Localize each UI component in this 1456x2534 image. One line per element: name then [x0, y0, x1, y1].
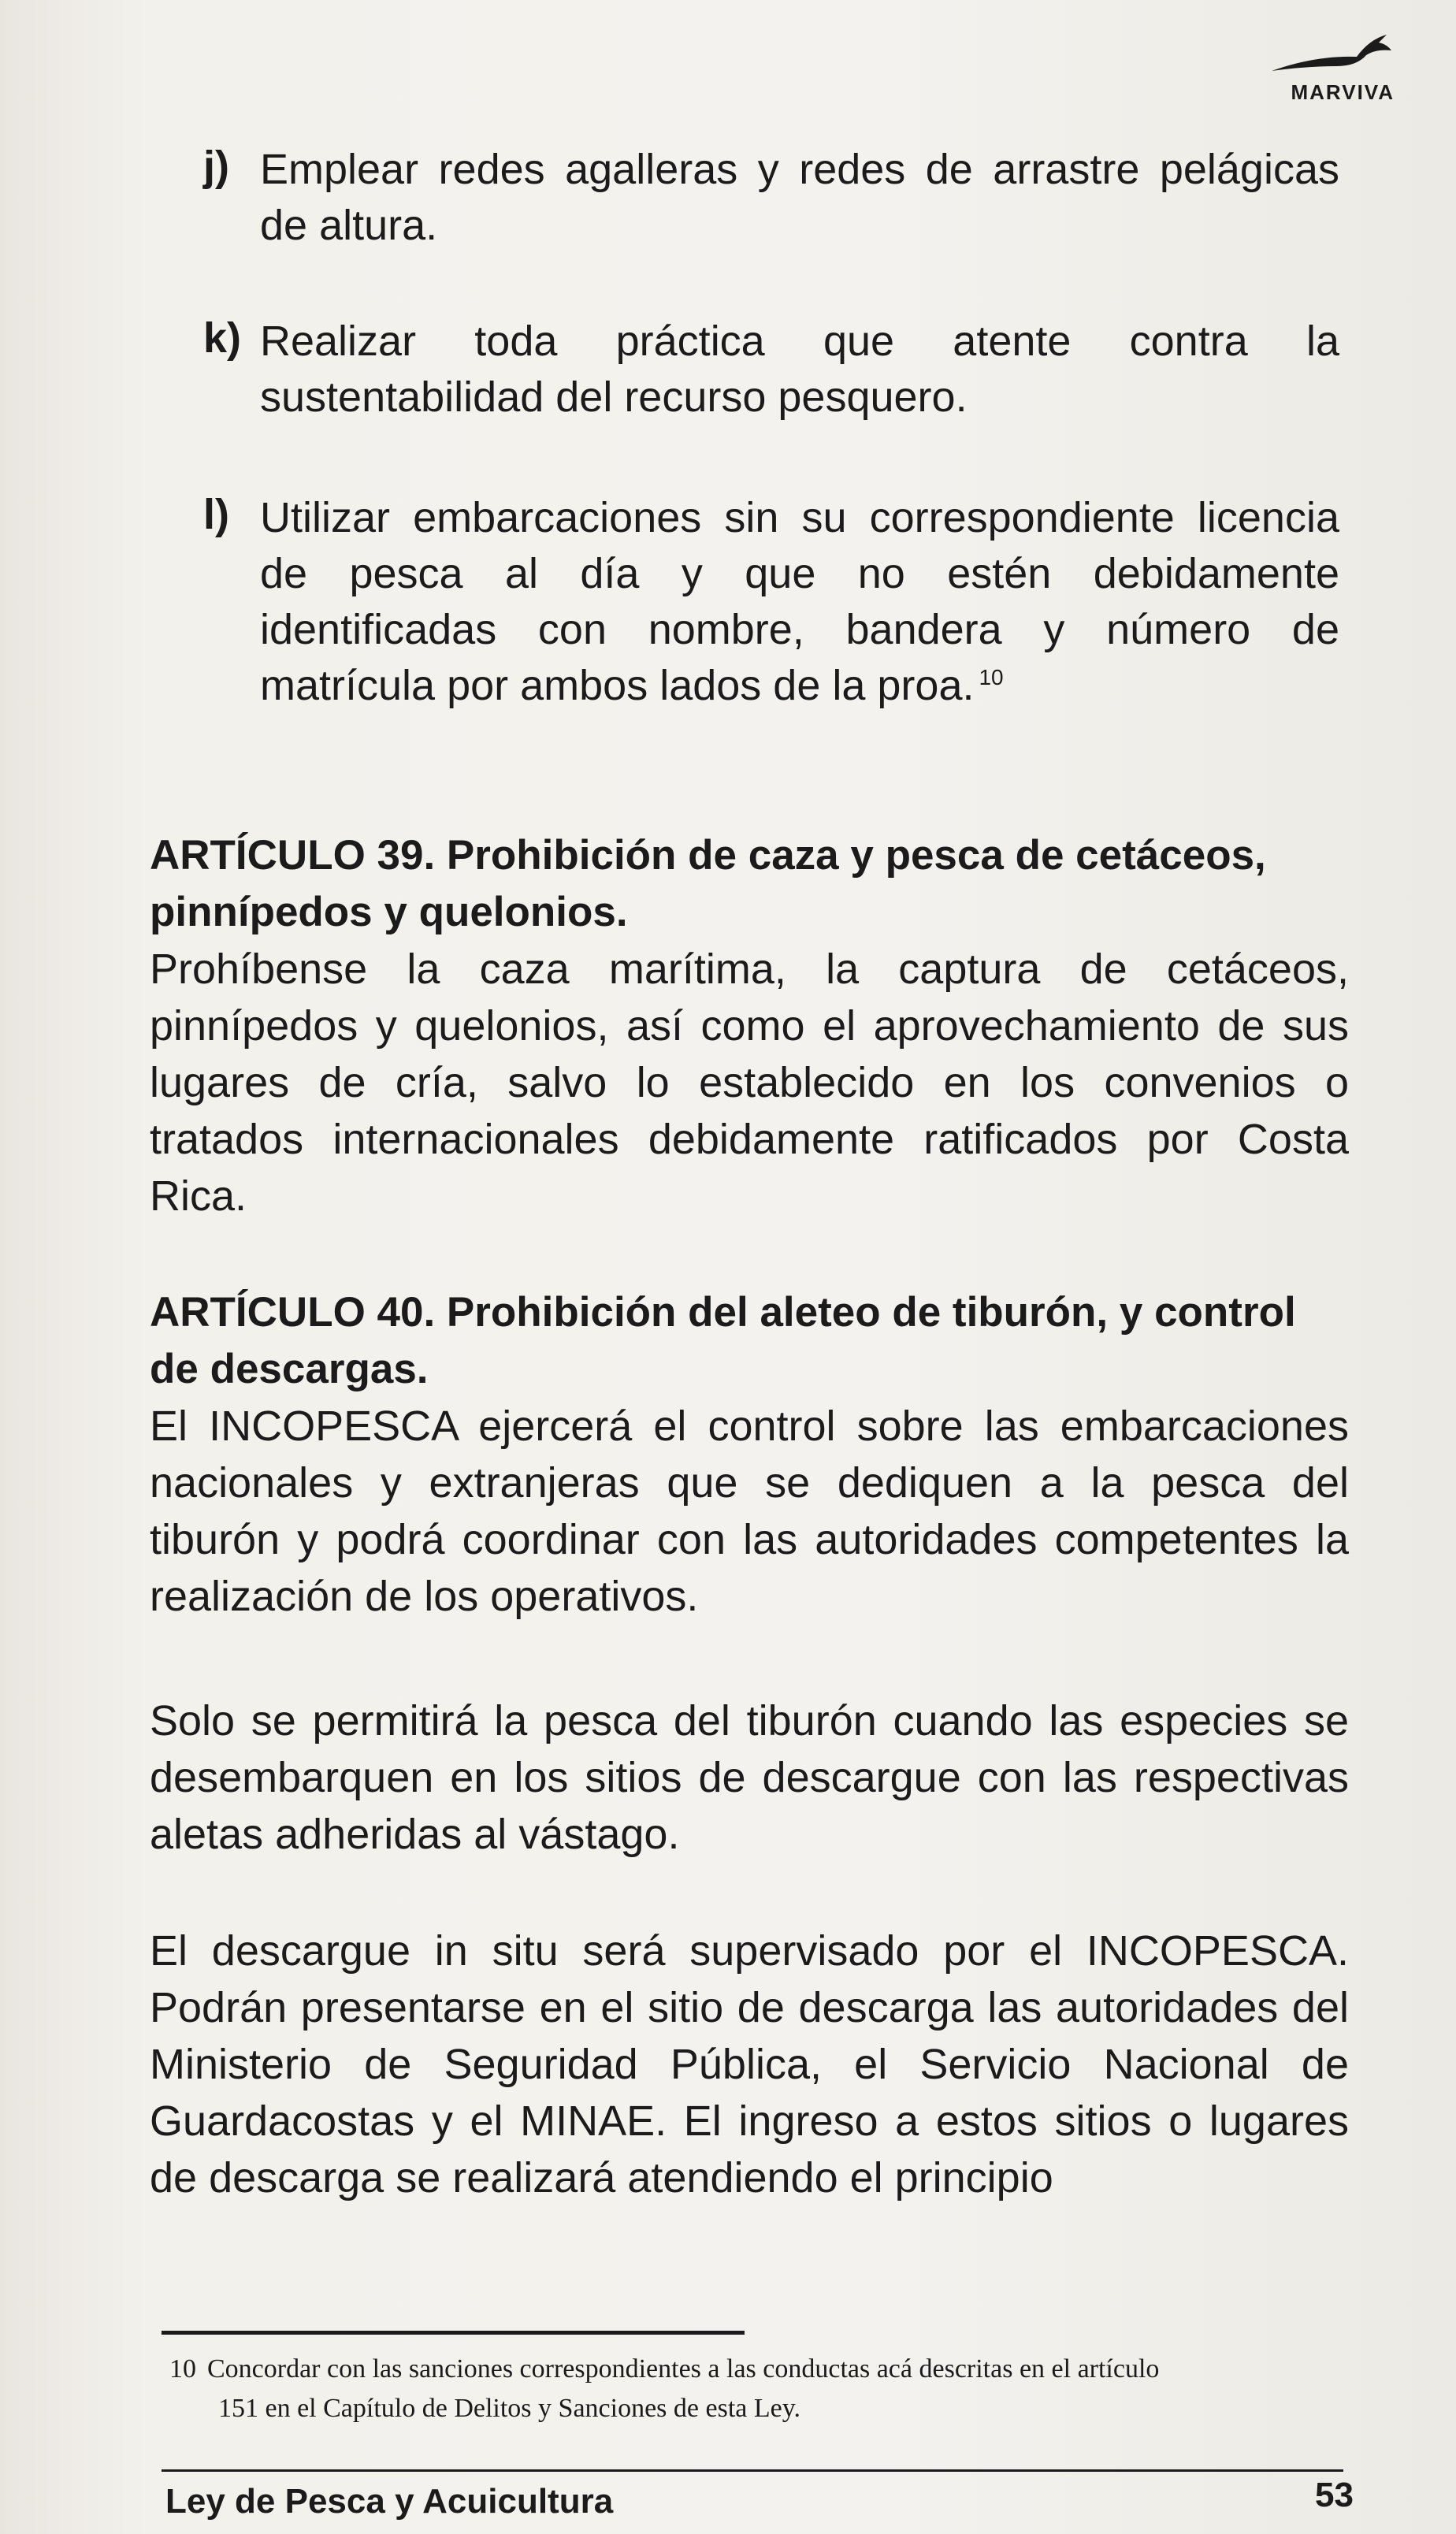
list-item-k	[203, 314, 1339, 425]
paragraph-supervision: El descargue in situ será supervisado por el INCOPESCA. Podrán presentarse en el sitio de descarga las autoridades del Ministerio de Seguridad Pública, el Servicio Nacional de Guardacostas y el MINAE. El ingreso a estos sitios o lugares de descarga se realizará atendiendo el principio	[150, 1927, 1349, 2201]
list-item-text-body: Utilizar embarcaciones sin su correspondiente licencia de pesca al día y que no estén debidamente identificadas con nombre, bandera y número de matrícula por ambos lados de la proa.	[260, 494, 1339, 709]
footer-title: Ley de Pesca y Acuicultura	[165, 2482, 614, 2521]
article-heading: ARTÍCULO 39. Prohibición de caza y pesca de cetáceos, pinnípedos y quelonios.	[150, 832, 1266, 935]
manta-ray-icon	[1268, 32, 1395, 80]
article-40	[150, 1284, 1349, 1625]
list-item-j	[203, 142, 1339, 254]
list-item-text	[260, 490, 1339, 714]
list-marker: l)	[203, 491, 229, 538]
list-marker: j)	[203, 143, 229, 190]
marviva-logo	[1237, 32, 1395, 110]
footnote-number: 10	[169, 2354, 196, 2384]
list-item-l	[203, 490, 1339, 714]
article-heading: ARTÍCULO 40. Prohibición del aleteo de tiburón, y control de descargas.	[150, 1289, 1296, 1392]
logo-text: MARVIVA	[1291, 80, 1395, 104]
footnote-divider	[162, 2331, 745, 2335]
footer-divider	[162, 2469, 1343, 2472]
article-body: Prohíbense la caza marítima, la captura de cetáceos, pinnípedos y quelonios, así como el aprovechamiento de sus lugares de cría, salvo lo establecido en los convenios o tratados internacionales debidamente ratificados por Costa Rica.	[150, 946, 1349, 1220]
article-39	[150, 827, 1349, 1224]
footnote-line-2: 151 en el Capítulo de Delitos y Sanciones de esta Ley.	[218, 2394, 801, 2423]
article-body: El INCOPESCA ejercerá el control sobre las embarcaciones nacionales y extranjeras que se dediquen a la pesca del tiburón y podrá coordinar con las autoridades competentes la realización de los operativos.	[150, 1403, 1349, 1620]
footnote-line-1: Concordar con las sanciones correspondientes a las conductas acá descritas en el artículo	[207, 2354, 1160, 2384]
footnote	[169, 2350, 1351, 2428]
list-item-text: Realizar toda práctica que atente contra la sustentabilidad del recurso pesquero.	[260, 318, 1339, 421]
footnote-reference: 10	[979, 665, 1004, 689]
list-item-text: Emplear redes agalleras y redes de arrastre pelágicas de altura.	[260, 146, 1339, 249]
list-marker: k)	[203, 314, 242, 362]
paragraph-shark-landing: Solo se permitirá la pesca del tiburón cuando las especies se desembarquen en los sitios de descargue con las respectivas aletas adheridas al vástago.	[150, 1697, 1349, 1858]
page-number: 53	[1315, 2476, 1354, 2514]
